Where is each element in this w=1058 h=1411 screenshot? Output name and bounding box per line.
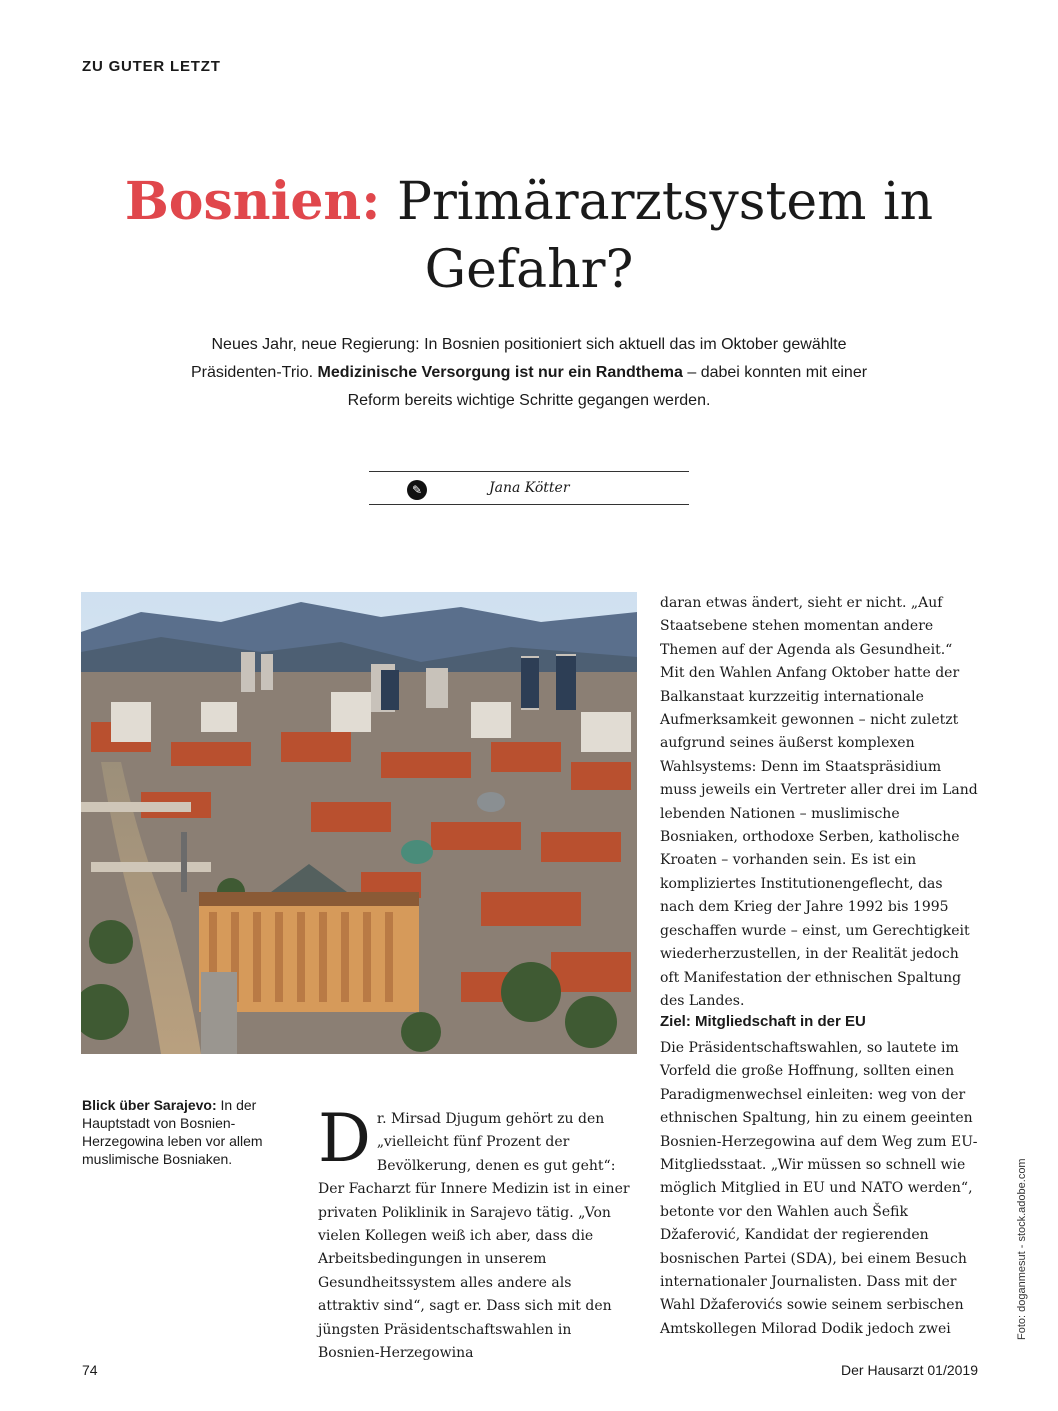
caption-bold: Blick über Sarajevo: bbox=[82, 1097, 217, 1113]
headline-accent: Bosnien: bbox=[124, 171, 381, 232]
byline bbox=[369, 478, 689, 502]
headline-rest: Primärarztsystem in Gefahr? bbox=[380, 172, 934, 300]
page-number: 74 bbox=[82, 1362, 98, 1378]
lead-bold: Medizinische Versorgung ist nur ein Randthema bbox=[317, 364, 683, 381]
author-name: Jana Kötter bbox=[489, 480, 570, 496]
lead-paragraph bbox=[190, 331, 868, 415]
lead-part1: Neues Jahr, neue Regierung: In Bosnien positioniert sich aktuell das im Oktober gewählte Präsidenten-Trio. bbox=[190, 336, 847, 381]
body-column-1 bbox=[318, 1100, 636, 1365]
photo-credit bbox=[1016, 1120, 1030, 1340]
publication-footer: Der Hausarzt 01/2019 bbox=[841, 1362, 978, 1378]
subheading: Ziel: Mitgliedschaft in der EU bbox=[660, 1013, 866, 1030]
photo-credit-text: Foto: doganmesut - stock.adobe.com bbox=[1016, 1158, 1028, 1340]
headline bbox=[60, 168, 998, 304]
body-col1-text: r. Mirsad Djugum gehört zu den „vielleicht fünf Prozent der Bevölkerung, denen es gut geht“: Der Facharzt für Innere Medizin ist in einer privaten Poliklinik in Sarajevo tätig. „Von vielen Kollegen weiß ich aber, dass die Arbeitsbedingungen in unserem Gesundheitssystem alles andere als attraktiv sind“, sagt er. Dass sich mit den jüngsten Präsidentschaftswahlen in Bosnien-Herzegowina bbox=[318, 1111, 630, 1362]
sarajevo-photo bbox=[81, 592, 637, 1054]
lead-part2: – dabei konnten mit einer Reform bereits wichtige Schritte gegangen werden. bbox=[347, 364, 868, 409]
dropcap: D bbox=[318, 1100, 371, 1177]
body-column-2: daran etwas ändert, sieht er nicht. „Auf Staatsebene stehen momentan andere Themen auf der Agenda als Gesundheit.“ Mit den Wahlen Anfang Oktober hatte der Balkanstaat kurzzeitig internationale Aufmerksamkeit gewonnen – nicht zuletzt aufgrund seines äußerst komplexen Wahlsystems: Denn im Staatspräsidium muss jeweils ein Vertreter aller drei im Land lebenden Nationen – muslimische Bosniaken, orthodoxe Serben, katholische Kroaten – vorhanden sein. Es ist ein kompliziertes Institutionengeflecht, das nach dem Krieg der Jahre 1992 bis 1995 geschaffen wurde – einst, um Gerechtigkeit wiederherzustellen, in der Realität jedoch oft Manifestation der ethnischen Spaltung des Landes. bbox=[660, 595, 978, 1009]
caption-text: In der Hauptstadt von Bosnien-Herzegowina leben vor allem muslimische Bosniaken. bbox=[82, 1097, 263, 1167]
pen-icon: ✎ bbox=[407, 480, 427, 500]
section-label: ZU GUTER LETZT bbox=[82, 58, 221, 75]
body-column-2-continued: Die Präsidentschaftswahlen, so lautete im Vorfeld die große Hoffnung, sollten einen Paradigmenwechsel einleiten: weg von der ethnischen Spaltung, hin zu einem geeinten Bosnien-Herzegowina auf dem Weg zum EU-Mitgliedsstaat. „Wir müssen so schnell wie möglich Mitglied in EU und NATO werden“, betonte vor den Wahlen auch Šefik Džaferović, Kandidat der regierenden bosnischen Partei (SDA), bei einem Besuch internationaler Journalisten. Dass mit der Wahl Džaferovićs sowie seinem serbischen Amtskollegen Milorad Dodik jedoch zwei bbox=[660, 1040, 978, 1337]
byline-rule-top bbox=[369, 471, 689, 472]
photo-caption bbox=[82, 1096, 267, 1168]
byline-rule-bottom bbox=[369, 504, 689, 505]
